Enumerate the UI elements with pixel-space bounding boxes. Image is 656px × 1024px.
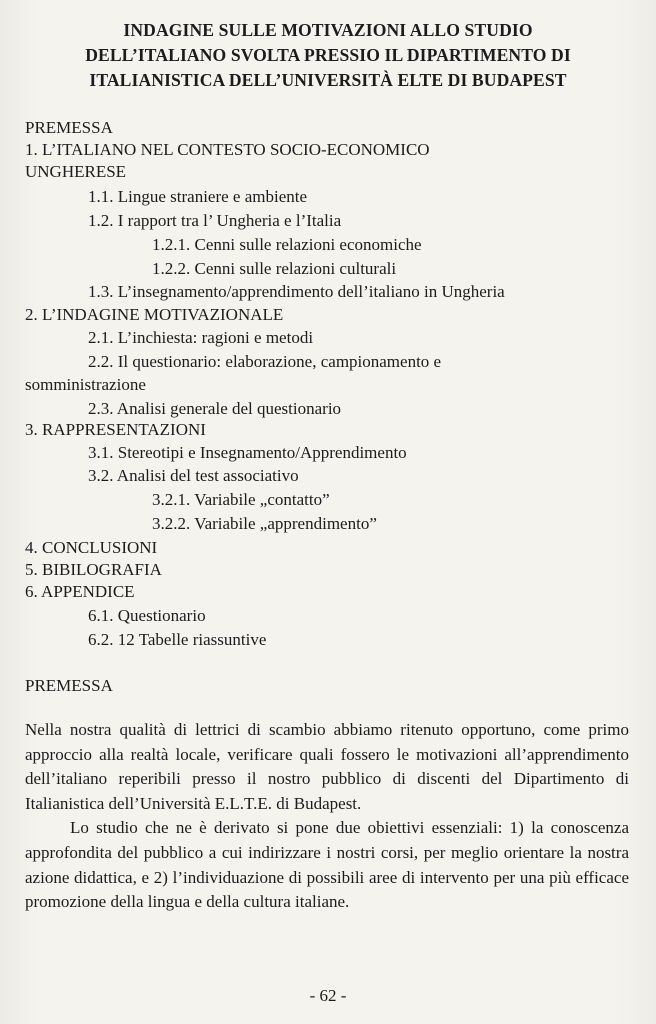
toc-item: 6. APPENDICE bbox=[25, 582, 135, 601]
toc-item: 1.1. Lingue straniere e ambiente bbox=[88, 187, 308, 206]
title-line: ITALIANISTICA DELL’UNIVERSITÀ ELTE DI BUDAPEST bbox=[89, 70, 567, 90]
toc-item: somministrazione bbox=[25, 375, 146, 394]
page-number: - 62 - bbox=[309, 986, 347, 1005]
toc-item: 3.2.1. Variabile „contatto” bbox=[152, 490, 330, 509]
body-text bbox=[25, 718, 629, 915]
title-line: DELL’ITALIANO SVOLTA PRESSIO IL DIPARTIMENTO DI bbox=[85, 45, 571, 65]
section-heading: PREMESSA bbox=[25, 676, 113, 695]
document-title bbox=[20, 18, 636, 93]
toc-item: 2.3. Analisi generale del questionario bbox=[88, 399, 342, 418]
toc-item: 3. RAPPRESENTAZIONI bbox=[25, 420, 206, 439]
toc-item: 2.2. Il questionario: elaborazione, campionamento e bbox=[88, 352, 442, 371]
toc-item: 6.2. 12 Tabelle riassuntive bbox=[88, 630, 267, 649]
toc-item: 1.2. I rapport tra l’ Ungheria e l’Italia bbox=[88, 211, 342, 230]
toc-item: 5. BIBILOGRAFIA bbox=[25, 560, 162, 579]
toc-item: PREMESSA bbox=[25, 118, 113, 137]
title-line: INDAGINE SULLE MOTIVAZIONI ALLO STUDIO bbox=[123, 20, 533, 40]
toc-item: 6.1. Questionario bbox=[88, 606, 206, 625]
toc-item: 3.2. Analisi del test associativo bbox=[88, 466, 299, 485]
toc-item: 2.1. L’inchiesta: ragioni e metodi bbox=[88, 328, 314, 347]
toc-item: 1.2.2. Cenni sulle relazioni culturali bbox=[152, 259, 397, 278]
toc-item: 3.1. Stereotipi e Insegnamento/Apprendimento bbox=[88, 443, 407, 462]
toc-item: 1.2.1. Cenni sulle relazioni economiche bbox=[152, 235, 422, 254]
toc-item: 1. L’ITALIANO NEL CONTESTO SOCIO-ECONOMICO bbox=[25, 140, 430, 159]
toc-item: 3.2.2. Variabile „apprendimento” bbox=[152, 514, 377, 533]
paragraph: Lo studio che ne è derivato si pone due obiettivi essenziali: 1) la conoscenza approfondita del pubblico a cui indirizzare i nostri corsi, per meglio orientare la nostra azione didattica, e 2) l’individuazione di possibili aree di intervento per una più efficace promozione della lingua e della cultura italiane. bbox=[25, 818, 629, 912]
toc-item: UNGHERESE bbox=[25, 162, 127, 181]
toc-item: 1.3. L’insegnamento/apprendimento dell’italiano in Ungheria bbox=[88, 282, 505, 301]
paragraph: Nella nostra qualità di lettrici di scambio abbiamo ritenuto opportuno, come primo approccio alla realtà locale, verificare quali fossero le motivazioni all’apprendimento dell’italiano reperibili presso il nostro pubblico di discenti del Dipartimento di Italianistica dell’Università E.L.T.E. di Budapest. bbox=[25, 720, 629, 813]
toc-item: 4. CONCLUSIONI bbox=[25, 538, 158, 557]
toc-item: 2. L’INDAGINE MOTIVAZIONALE bbox=[25, 305, 284, 324]
